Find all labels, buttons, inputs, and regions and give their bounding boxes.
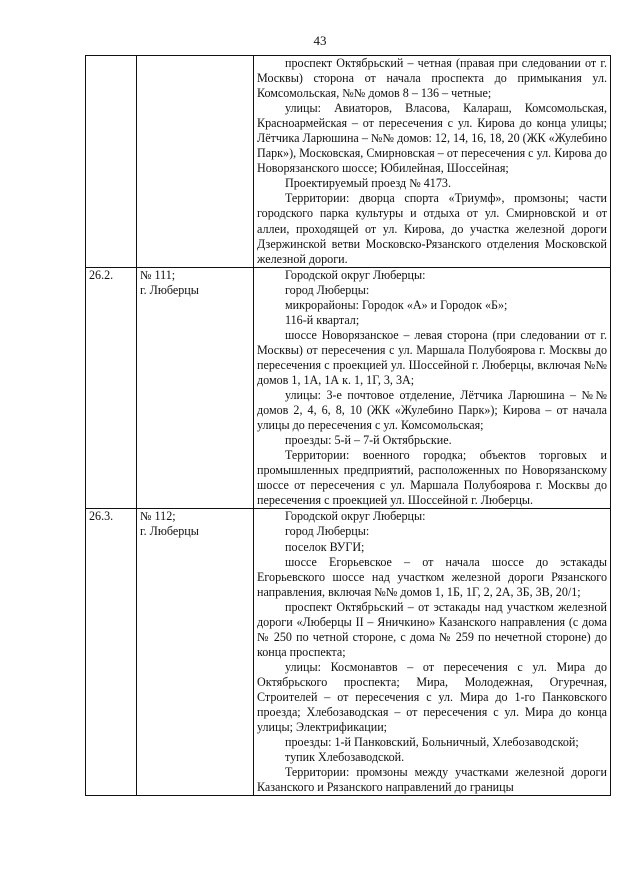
description-paragraph: тупик Хлебозаводской. [285,750,405,765]
description-paragraph: проспект Октябрьский – от эстакады над участком железной дороги «Люберцы II – Яничкино» Казанского направления (с дома № 250 по четной стороне, с дома № 259 по нечетной стороне) до конца проспекта; [257,599,607,659]
row-number: 26.2. [86,267,137,509]
description-paragraph: улицы: Космонавтов – от пересечения с ул. Мира до Октябрьского проспекта; Мира, Молодежная, Огуречная, Строителей – от пересечения с ул. Мира до 1-го Панковского проезда; Хлебозаводская – от пересечения с ул. Мира до конца улицы; Электрификации; [257,659,607,735]
table-row [86,509,611,796]
district-line: г. Люберцы [140,524,199,539]
description-paragraph: Территории: военного городка; объектов торговых и промышленных предприятий, расположенных по Новорязанскому шоссе от пересечения с ул. Маршала Полубоярова г. Москвы до пересечения с проекцией ул. Шоссейной г. Люберцы. [257,448,607,508]
description-paragraph: 116-й квартал; [285,312,360,327]
territory-description [254,267,611,509]
description-paragraph: улицы: 3-е почтовое отделение, Лётчика Ларюшина – №№ домов 2, 4, 6, 8, 10 (ЖК «Жулебино Парк»); Кирова – от начала улицы до пересечения с ул. Комсомольская; [257,388,607,433]
description-paragraph: Городской округ Люберцы: [285,509,426,524]
territory-description [254,56,611,268]
description-paragraph: проезды: 5-й – 7-й Октябрьские. [285,433,452,448]
description-paragraph: шоссе Егорьевское – от начала шоссе до эстакады Егорьевского шоссе над участком железной дороги Рязанского направления, включая №№ домов 1, 1Б, 1Г, 2, 2А, 3Б, 3В, 20/1; [257,554,607,599]
description-paragraph: город Люберцы: [285,282,370,297]
row-number [86,56,137,268]
table-row [86,56,611,268]
description-paragraph: Территории: промзоны между участками железной дороги Казанского и Рязанского направлений до границы [257,765,607,795]
districts-table [85,55,611,796]
territory-description [254,509,611,796]
district-line: г. Люберцы [140,282,199,297]
description-paragraph: Территории: дворца спорта «Триумф», промзоны; части городского парка культуры и отдыха от ул. Смирновской и от аллеи, проходящей от ул. Кирова, до участка железной дороги Дзержинской ветви Московско-Рязанского отделения Московской железной дороги. [257,191,607,266]
description-paragraph: город Люберцы: [285,524,370,539]
description-paragraph: улицы: Авиаторов, Власова, Калараш, Комсомольская, Красноармейская – от пересечения с ул. Кирова до конца улицы; Лётчика Ларюшина – №№ домов: 12, 14, 16, 18, 20 (ЖК «Жулебино Парк»), Московская, Смирновская – от пересечения с ул. Кирова до Новорязанского шоссе; Юбилейная, Шоссейная; [257,101,607,176]
row-number: 26.3. [86,509,137,796]
table-row [86,267,611,509]
description-paragraph: проспект Октябрьский – четная (правая при следовании от г. Москвы) сторона от начала проспекта до примыкания ул. Комсомольская, №№ домов 8 – 136 – четные; [257,56,607,101]
description-paragraph: проезды: 1-й Панковский, Больничный, Хлебозаводской; [285,735,579,750]
page-number: 43 [313,33,327,48]
description-paragraph: Городской округ Люберцы: [285,267,426,282]
district-cell [137,56,254,268]
district-cell [137,267,254,509]
description-paragraph: шоссе Новорязанское – левая сторона (при следовании от г. Москвы) от пересечения с ул. Маршала Полубоярова г. Москвы до пересечения с проекцией ул. Шоссейной г. Люберцы, включая №№ домов 1, 1А, 1А к. 1, 1Г, 3, 3А; [257,327,607,387]
district-line: № 111; [140,267,176,282]
description-paragraph: поселок ВУГИ; [285,539,365,554]
district-cell [137,509,254,796]
district-line: № 112; [140,509,176,524]
description-paragraph: Проектируемый проезд № 4173. [285,176,451,191]
description-paragraph: микрорайоны: Городок «А» и Городок «Б»; [285,297,508,312]
